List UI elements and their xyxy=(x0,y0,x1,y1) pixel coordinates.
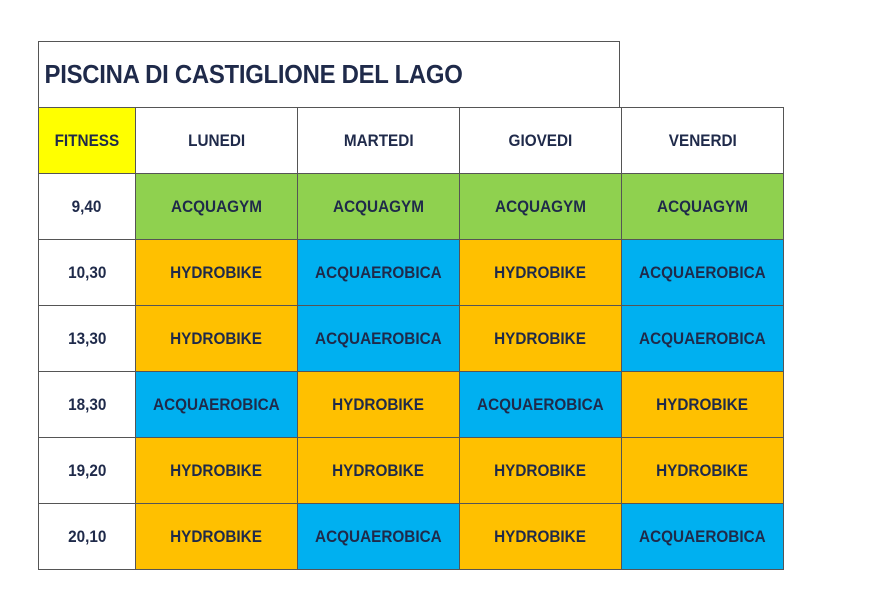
class-cell: HYDROBIKE xyxy=(460,306,622,372)
schedule-table xyxy=(38,107,784,570)
class-cell: HYDROBIKE xyxy=(460,438,622,504)
class-cell: ACQUAEROBICA xyxy=(622,504,784,570)
schedule-row xyxy=(39,306,784,372)
time-cell: 10,30 xyxy=(39,240,136,306)
class-cell: ACQUAGYM xyxy=(460,174,622,240)
class-cell: HYDROBIKE xyxy=(622,372,784,438)
time-cell: 18,30 xyxy=(39,372,136,438)
class-cell: ACQUAGYM xyxy=(136,174,298,240)
day-header-giovedi: GIOVEDI xyxy=(460,108,622,174)
class-cell: ACQUAGYM xyxy=(622,174,784,240)
time-cell: 13,30 xyxy=(39,306,136,372)
schedule-title: PISCINA DI CASTIGLIONE DEL LAGO xyxy=(44,59,463,89)
class-cell: ACQUAEROBICA xyxy=(298,306,460,372)
class-cell: HYDROBIKE xyxy=(460,240,622,306)
schedule-title-box xyxy=(38,41,620,107)
class-cell: ACQUAEROBICA xyxy=(136,372,298,438)
class-cell: HYDROBIKE xyxy=(136,438,298,504)
class-cell: ACQUAEROBICA xyxy=(622,240,784,306)
time-cell: 19,20 xyxy=(39,438,136,504)
schedule-row xyxy=(39,504,784,570)
class-cell: HYDROBIKE xyxy=(136,240,298,306)
day-header-lunedi: LUNEDI xyxy=(136,108,298,174)
class-cell: ACQUAEROBICA xyxy=(622,306,784,372)
header-row xyxy=(39,108,784,174)
schedule-row xyxy=(39,372,784,438)
day-header-martedi: MARTEDI xyxy=(298,108,460,174)
schedule-row xyxy=(39,240,784,306)
class-cell: HYDROBIKE xyxy=(298,372,460,438)
class-cell: HYDROBIKE xyxy=(136,504,298,570)
class-cell: ACQUAEROBICA xyxy=(298,504,460,570)
time-cell: 20,10 xyxy=(39,504,136,570)
fitness-header-cell: FITNESS xyxy=(39,108,136,174)
class-cell: ACQUAEROBICA xyxy=(298,240,460,306)
class-cell: HYDROBIKE xyxy=(136,306,298,372)
class-cell: HYDROBIKE xyxy=(622,438,784,504)
day-header-venerdi: VENERDI xyxy=(622,108,784,174)
class-cell: HYDROBIKE xyxy=(460,504,622,570)
time-cell: 9,40 xyxy=(39,174,136,240)
class-cell: HYDROBIKE xyxy=(298,438,460,504)
schedule-row xyxy=(39,438,784,504)
class-cell: ACQUAGYM xyxy=(298,174,460,240)
class-cell: ACQUAEROBICA xyxy=(460,372,622,438)
schedule-row xyxy=(39,174,784,240)
